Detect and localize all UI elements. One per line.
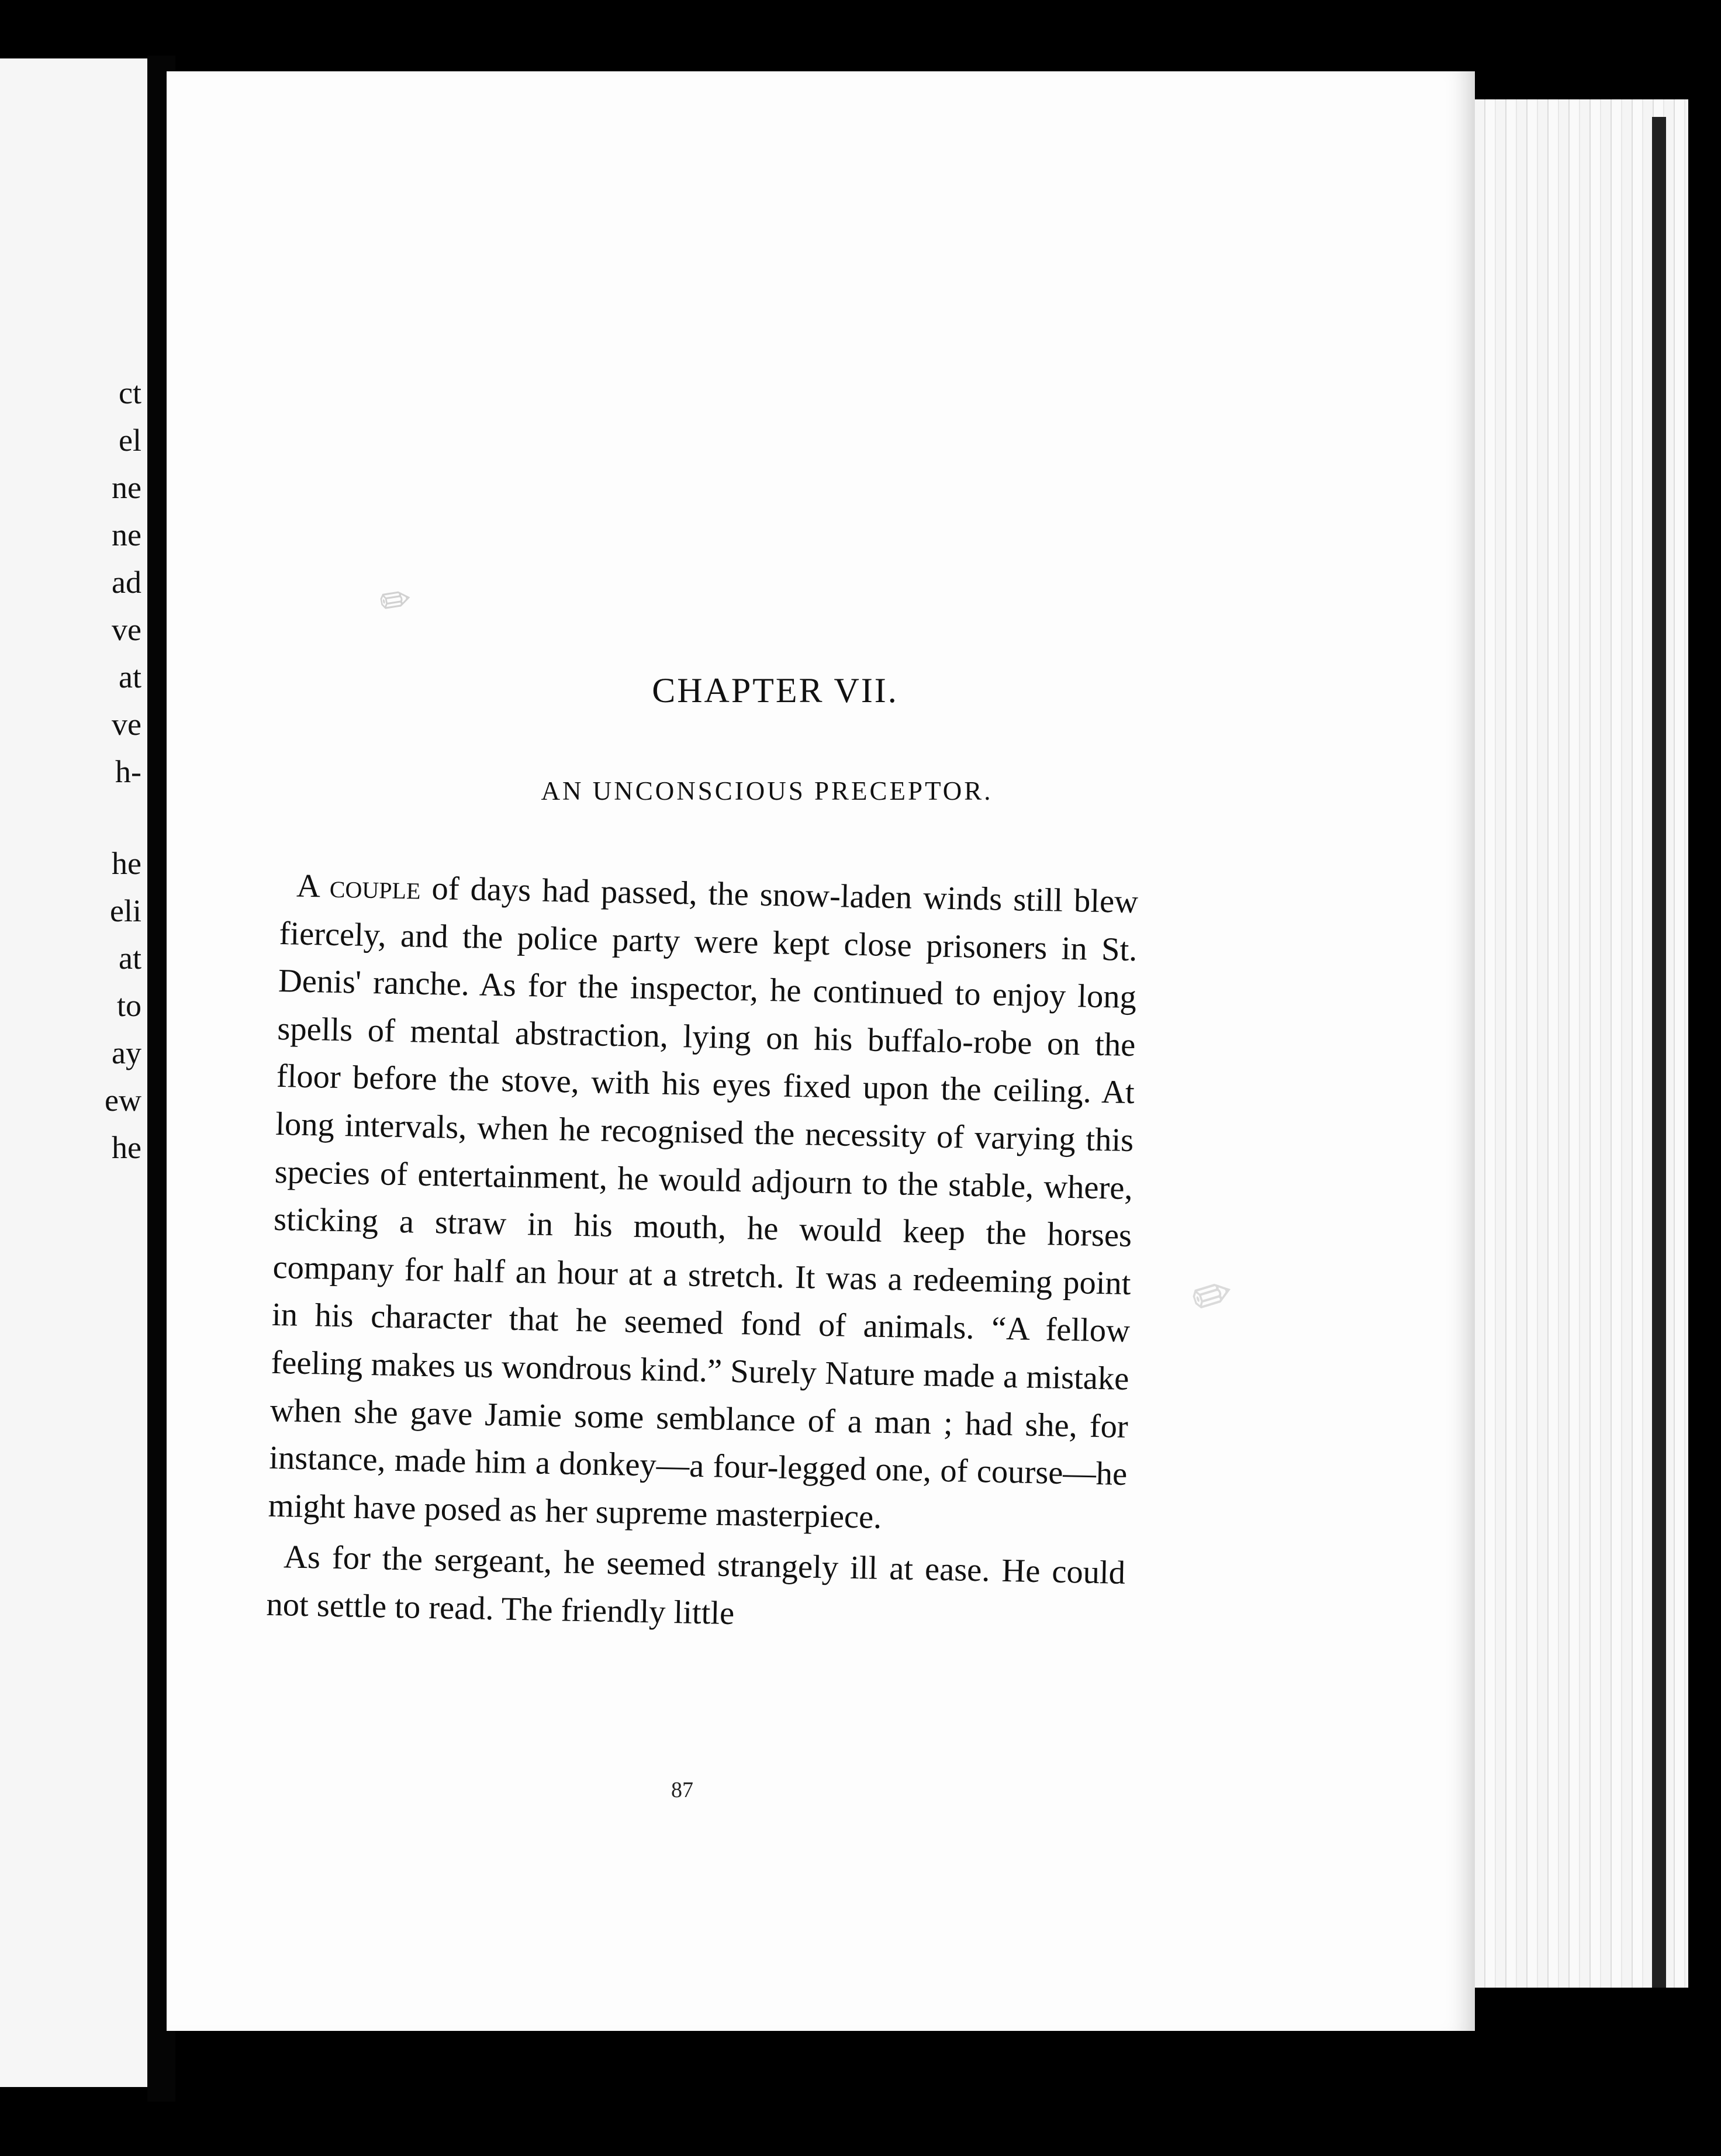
- pencil-annotation: ✎: [365, 577, 424, 631]
- left-fragment: ne: [112, 470, 141, 505]
- left-fragment: ne: [112, 517, 141, 552]
- left-fragment: to: [116, 988, 141, 1023]
- page-edge-shadow: [1652, 117, 1666, 1988]
- left-fragment: ct: [119, 375, 141, 410]
- left-fragment: he: [112, 1130, 141, 1165]
- left-fragment: at: [119, 941, 141, 976]
- left-fragment: ay: [112, 1035, 141, 1070]
- body-text: [266, 862, 1139, 1645]
- left-page: [0, 58, 147, 2087]
- pencil-annotation: ✎: [1175, 1269, 1248, 1332]
- paragraph: [268, 862, 1139, 1546]
- left-fragment: ve: [112, 707, 141, 742]
- left-fragment: ew: [105, 1083, 141, 1118]
- chapter-title: CHAPTER VII.: [652, 671, 898, 710]
- paragraph-text: of days had passed, the snow-laden winds still blew fiercely, and the police party were kept close prisoners in St. Denis' ranche. As for the inspector, he continued to enjoy long spells of mental abstraction, lying on his buffalo-robe on the floor before the stove, with his eyes fixed upon the ceiling. At long intervals, when he recognised the necessity of varying this species of entertainment, he would adjourn to the stable, where, sticking a straw in his mouth, he would keep the horses company for half an hour at a stretch. It was a redeeming point in his character that he seemed fond of animals. “A fellow feeling makes us wondrous kind.” Surely Nature made a mistake when she gave Jamie some semblance of a man ; had she, for instance, made him a donkey—a four-legged one, of course—he might have posed as her supreme masterpiece.: [268, 870, 1139, 1536]
- paragraph-lead: A couple: [296, 868, 421, 907]
- left-fragment: ad: [112, 565, 141, 600]
- page-number: 87: [671, 1778, 693, 1802]
- left-fragment: at: [119, 659, 141, 695]
- left-fragment: ve: [112, 612, 141, 647]
- paragraph: As for the sergeant, he seemed strangely ill at ease. He could not settle to read. The friendly little: [266, 1539, 1126, 1632]
- left-fragment: h-: [115, 754, 141, 789]
- left-fragment: el: [119, 423, 141, 458]
- left-fragment: he: [112, 846, 141, 881]
- chapter-subtitle: AN UNCONSCIOUS PRECEPTOR.: [541, 776, 993, 806]
- left-fragment: eli: [110, 893, 141, 928]
